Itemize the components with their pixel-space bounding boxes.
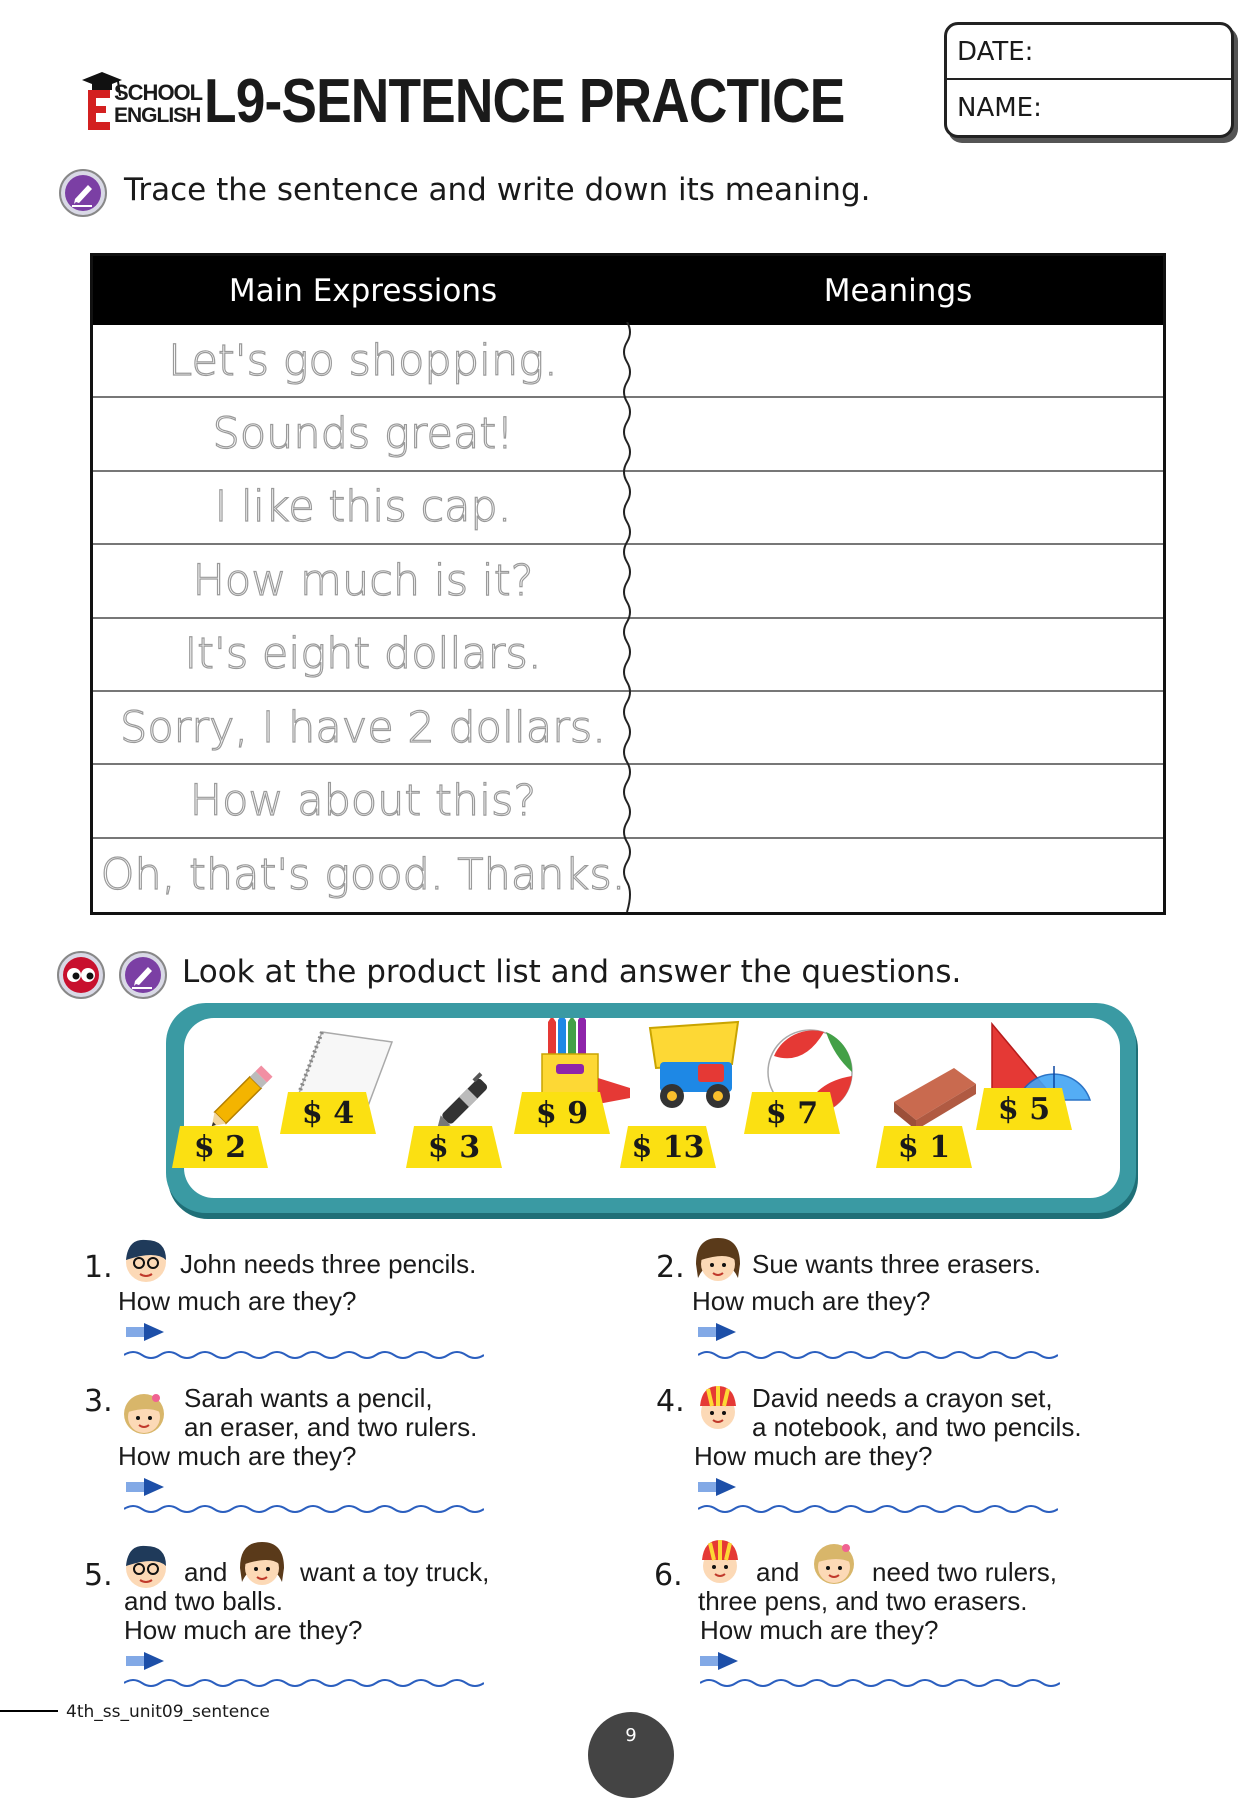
footer-rule — [0, 1710, 58, 1712]
price-tag-label: $ 13 — [631, 1129, 705, 1165]
price-tag — [514, 1092, 610, 1134]
question-text: How much are they? — [118, 1441, 357, 1471]
girl-blonde-face-icon — [808, 1536, 860, 1588]
meaning-write-area[interactable] — [633, 692, 1163, 763]
question-text: John needs three pencils. — [180, 1249, 477, 1279]
trace-expression: I like this cap. — [214, 482, 512, 533]
pencil-writing-icon — [118, 950, 168, 1000]
question-text: need two rulers, — [872, 1557, 1057, 1587]
answer-line[interactable] — [700, 1676, 1060, 1690]
trace-expression: Oh, that's good. Thanks. — [100, 850, 626, 901]
question-text: How much are they? — [694, 1441, 933, 1471]
answer-line[interactable] — [698, 1502, 1058, 1516]
question-number: 1. — [84, 1250, 113, 1285]
toy-truck-icon — [644, 1018, 744, 1118]
footer-file-label: 4th_ss_unit09_sentence — [66, 1702, 270, 1722]
question-text: a notebook, and two pencils. — [752, 1412, 1082, 1442]
boy-cap-face-icon — [694, 1534, 746, 1586]
name-field[interactable] — [947, 80, 1231, 135]
price-tag-label: $ 3 — [427, 1129, 481, 1165]
question-text: How much are they? — [124, 1615, 363, 1645]
meaning-write-area[interactable] — [633, 545, 1163, 616]
date-field[interactable] — [947, 25, 1231, 80]
question-text: and — [756, 1557, 800, 1587]
price-tag — [406, 1126, 502, 1168]
trace-expression: Sounds great! — [212, 409, 514, 460]
question-text: want a toy truck, — [300, 1557, 490, 1587]
price-tag-label: $ 5 — [997, 1091, 1051, 1127]
section1-instruction: Trace the sentence and write down its meaning. — [124, 172, 871, 208]
section2-instruction: Look at the product list and answer the questions. — [182, 954, 962, 990]
product-list — [184, 1018, 1120, 1198]
school-english-logo — [80, 70, 203, 132]
meaning-write-area[interactable] — [633, 839, 1163, 912]
answer-arrow-icon — [124, 1650, 166, 1672]
question-text: How much are they? — [700, 1615, 939, 1645]
question-number: 5. — [84, 1558, 113, 1593]
question-number: 4. — [656, 1384, 685, 1419]
price-tag — [976, 1088, 1072, 1130]
question-text: How much are they? — [118, 1286, 357, 1316]
trace-expression: It's eight dollars. — [184, 629, 542, 680]
girl-face-icon — [692, 1234, 744, 1286]
price-tag-label: $ 1 — [897, 1129, 951, 1165]
meaning-write-area[interactable] — [633, 472, 1163, 543]
meaning-write-area[interactable] — [633, 765, 1163, 836]
question-text: and — [184, 1557, 228, 1587]
price-tag-label: $ 4 — [301, 1095, 355, 1131]
page-number: 9 — [588, 1712, 674, 1798]
date-label: DATE: — [957, 36, 1034, 67]
girl-blonde-face-icon — [118, 1386, 170, 1438]
table-header — [93, 256, 1163, 325]
answer-arrow-icon — [696, 1321, 738, 1343]
meaning-write-area[interactable] — [633, 398, 1163, 469]
answer-arrow-icon — [124, 1321, 166, 1343]
trace-expression: Sorry, I have 2 dollars. — [120, 702, 606, 753]
price-tag — [876, 1126, 972, 1168]
pencil-writing-icon — [58, 168, 108, 218]
student-info-box — [944, 22, 1234, 138]
price-tag-label: $ 9 — [535, 1095, 589, 1131]
eyes-look-icon — [56, 950, 106, 1000]
trace-expression: How about this? — [189, 776, 537, 827]
price-tag — [744, 1092, 840, 1134]
meaning-write-area[interactable] — [633, 619, 1163, 690]
question-text: Sarah wants a pencil, — [184, 1383, 433, 1413]
answer-line[interactable] — [698, 1348, 1058, 1362]
boy-glasses-face-icon — [120, 1234, 172, 1286]
price-tag-label: $ 2 — [193, 1129, 247, 1165]
eraser-icon — [884, 1062, 984, 1134]
trace-expression: Let's go shopping. — [168, 335, 558, 386]
question-number: 2. — [656, 1250, 685, 1285]
answer-arrow-icon — [696, 1476, 738, 1498]
answer-line[interactable] — [124, 1348, 484, 1362]
question-text: David needs a crayon set, — [752, 1383, 1053, 1413]
answer-arrow-icon — [698, 1650, 740, 1672]
question-text: and two balls. — [124, 1586, 283, 1616]
question-text: three pens, and two erasers. — [698, 1586, 1028, 1616]
boy-glasses-face-icon — [120, 1540, 172, 1592]
boy-cap-face-icon — [692, 1380, 744, 1432]
question-text: Sue wants three erasers. — [752, 1249, 1042, 1279]
question-text: an eraser, and two rulers. — [184, 1412, 478, 1442]
name-label: NAME: — [957, 92, 1042, 123]
price-tag-label: $ 7 — [765, 1095, 819, 1131]
price-tag — [620, 1126, 716, 1168]
meaning-write-area[interactable] — [633, 325, 1163, 396]
col-header-meanings: Meanings — [823, 272, 973, 309]
answer-line[interactable] — [124, 1502, 484, 1516]
wavy-divider — [620, 322, 634, 912]
answer-line[interactable] — [124, 1676, 484, 1690]
col-header-expressions: Main Expressions — [228, 272, 498, 309]
logo-text-school: SCHOOL — [114, 80, 203, 105]
question-text: How much are they? — [692, 1286, 931, 1316]
trace-expression: How much is it? — [192, 555, 534, 606]
price-tag — [280, 1092, 376, 1134]
question-number: 6. — [654, 1558, 683, 1593]
price-tag — [172, 1126, 268, 1168]
page-title: L9-SENTENCE PRACTICE — [204, 67, 845, 136]
logo-text-english: ENGLISH — [114, 104, 201, 127]
answer-arrow-icon — [124, 1476, 166, 1498]
question-number: 3. — [84, 1384, 113, 1419]
girl-face-icon — [236, 1538, 288, 1590]
